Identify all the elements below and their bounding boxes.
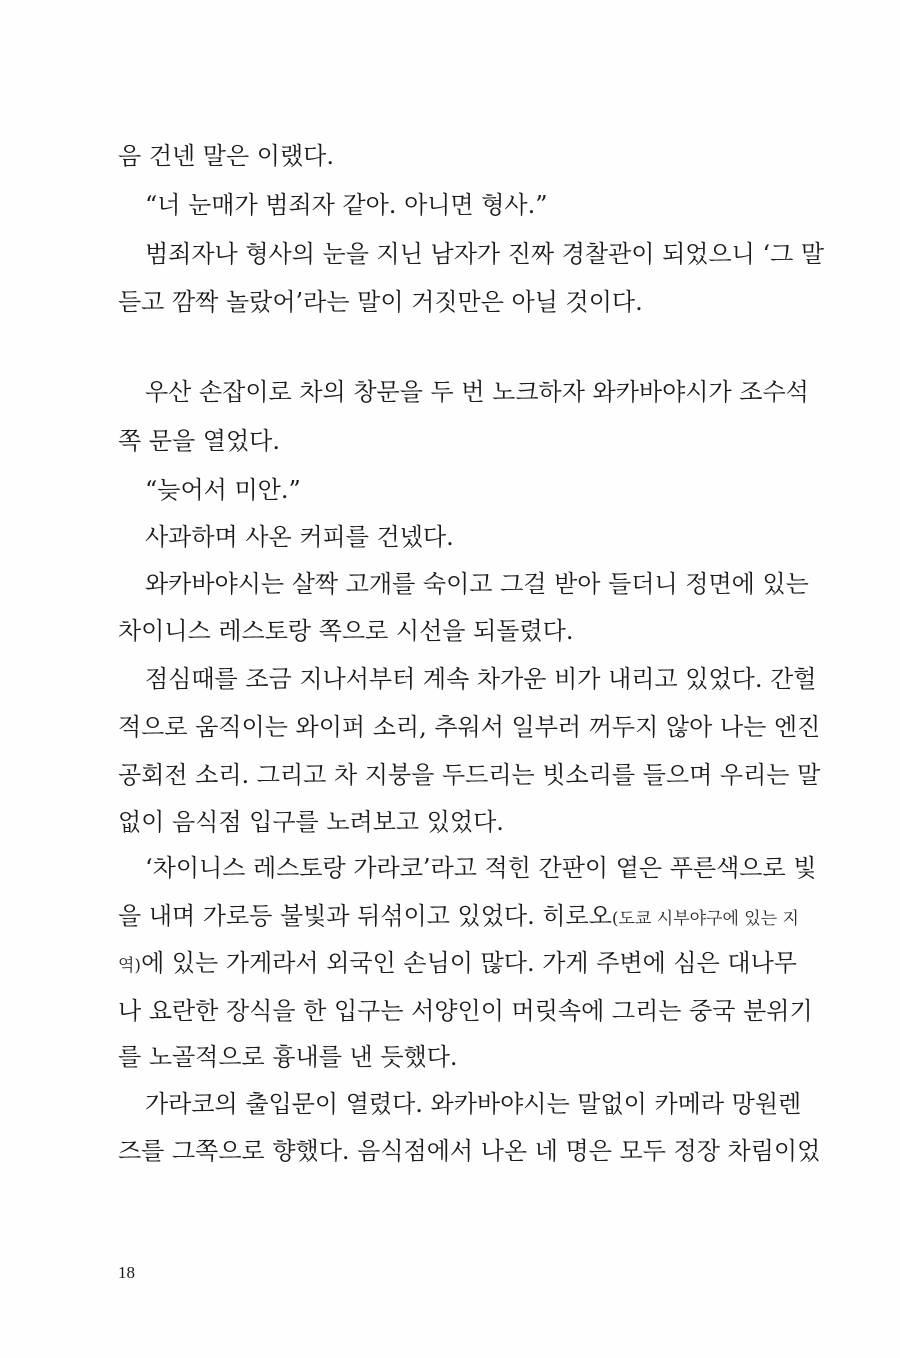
text-line (118, 900, 799, 935)
text-line: “늦어서 미안.” (145, 476, 301, 504)
text-line (118, 947, 797, 982)
text-line: ‘차이니스 레스토랑 가라코’라고 적힌 간판이 옅은 푸른색으로 빛 (145, 854, 817, 882)
text-line: 우산 손잡이로 차의 창문을 두 번 노크하자 와카바야시가 조수석 (145, 378, 809, 406)
text-line: 사과하며 사온 커피를 건넸다. (145, 523, 454, 551)
text-line: 즈를 그쪽으로 향했다. 음식점에서 나온 네 명은 모두 정장 차림이었 (118, 1137, 821, 1165)
text-line: 쪽 문을 열었다. (118, 427, 280, 455)
text-line: 공회전 소리. 그리고 차 지붕을 두드리는 빗소리를 들으며 우리는 말 (118, 761, 821, 789)
footnote-text: 역) (118, 956, 142, 976)
text-line: 음 건넨 말은 이랬다. (118, 142, 334, 170)
text-line: 없이 음식점 입구를 노려보고 있었다. (118, 808, 504, 836)
text-line: 점심때를 조금 지나서부터 계속 차가운 비가 내리고 있었다. 간헐 (145, 665, 817, 693)
text-fragment: 에 있는 가게라서 외국인 손님이 많다. 가게 주변에 심은 대나무 (141, 949, 797, 977)
text-line: 를 노골적으로 흉내를 낸 듯했다. (118, 1043, 458, 1071)
text-line: 가라코의 출입문이 열렸다. 와카바야시는 말없이 카메라 망원렌 (145, 1090, 802, 1118)
page-number: 18 (118, 1263, 135, 1282)
text-line: 듣고 깜짝 놀랐어’라는 말이 거짓만은 아닐 것이다. (118, 288, 643, 316)
footnote-text: (도쿄 시부야구에 있는 지 (611, 909, 799, 929)
text-line: 나 요란한 장식을 한 입구는 서양인이 머릿속에 그리는 중국 분위기 (118, 997, 813, 1025)
text-line: 와카바야시는 살짝 고개를 숙이고 그걸 받아 들더니 정면에 있는 (145, 570, 809, 598)
text-line: 차이니스 레스토랑 쪽으로 시선을 되돌렸다. (118, 617, 574, 645)
text-fragment: 을 내며 가로등 불빛과 뒤섞이고 있었다. 히로오 (118, 902, 612, 930)
text-line: 범죄자나 형사의 눈을 지닌 남자가 진짜 경찰관이 되었으니 ‘그 말 (145, 240, 825, 268)
text-line: “너 눈매가 범죄자 같아. 아니면 형사.” (145, 191, 548, 219)
text-line: 적으로 움직이는 와이퍼 소리, 추워서 일부러 꺼두지 않아 나는 엔진 (118, 713, 821, 741)
